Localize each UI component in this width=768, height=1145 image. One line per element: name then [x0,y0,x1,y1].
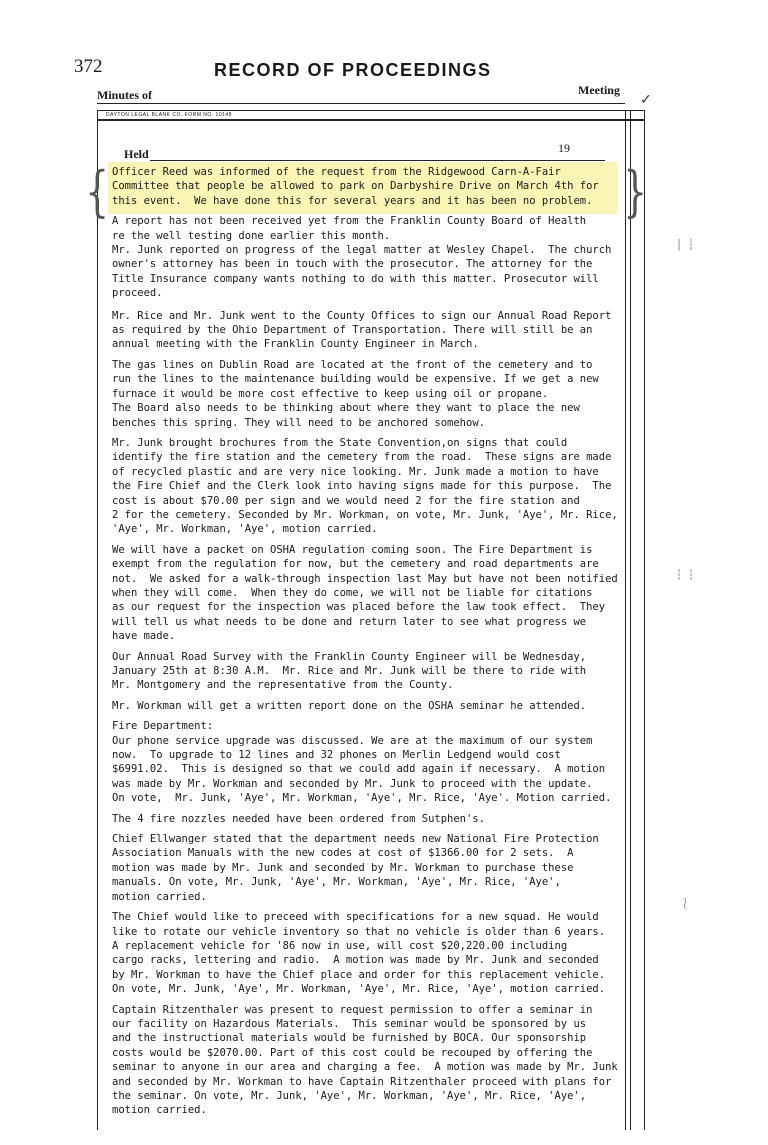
minutes-underline [97,103,625,104]
left-brace-mark: { [85,160,110,223]
scan-mark: │ ┆ [676,240,695,251]
paragraph-squad: The Chief would like to preceed with specifications for a new squad. He would like to rotate our vehicle inventory so that no vehicle is older than 6 years. A replacement vehicle for '86 now in use, will cost $20,220.00 including cargo racks, lettering and radio. A motion was made by Mr. Junk and seconded by Mr. Workman to have the Chief place and order for this replacement vehicle. On vote, Mr. Junk, 'Aye', Mr. Workman, 'Aye', Mr. Rice, 'Aye', motion carried. [112,911,606,996]
minutes-body [112,165,632,1124]
paragraph-nozzles: The 4 fire nozzles needed have been ordered from Sutphen's. [112,812,485,825]
paragraph-officer-reed: Officer Reed was informed of the request from the Ridgewood Carn-A-Fair Committee that people be allowed to park on Darbyshire Drive on March 4th for this event. We have done this for several years and it has been no problem. [112,166,599,207]
paragraph-manuals: Chief Ellwanger stated that the department needs new National Fire Protection Association Manuals with the new codes at cost of $1366.00 for 2 sets. A motion was made by Mr. Junk and seconded by Mr. Workman to purchase these manuals. On vote, Mr. Junk, 'Aye', Mr. Workman, 'Aye', Mr. Rice, 'Aye', motion carried. [112,833,599,903]
right-brace-mark: } [623,160,648,223]
year-label: 19 [558,141,570,155]
right-edge-rule [644,110,645,1130]
check-mark-icon: ✓ [640,92,652,108]
meeting-label: Meeting [578,83,620,97]
scan-mark: ┆ ┆ [676,570,695,581]
scan-mark: ⎱ [680,899,690,910]
minutes-of-label: Minutes of [97,88,152,102]
held-label: Held [124,147,149,161]
header-rule-top [97,110,645,111]
held-underline [150,160,605,161]
paragraph-gas-lines: The gas lines on Dublin Road are located at the front of the cemetery and to run the lines to the maintenance building would be expensive. If we get a new furnace it would be more cost effective to keep using oil or propane. The Board also needs to be thinking about where they want to place the new benches this spring. They will need to be anchored somehow. [112,358,599,429]
left-margin-rule [97,110,98,1130]
paragraph-phone-upgrade: Fire Department: Our phone service upgrade was discussed. We are at the maximum of our system now. To upgrade to 12 lines and 32 phones on Merlin Ledgend would cost $6991.02. This is designed so that we could add again if necessary. A motion was made by Mr. Workman and seconded by Mr. Junk to proceed with the update. On vote, Mr. Junk, 'Aye', Mr. Workman, 'Aye', Mr. Rice, 'Aye'. Motion carried. [112,720,612,805]
form-title: RECORD OF PROCEEDINGS [214,60,492,80]
paragraph-road-survey: Our Annual Road Survey with the Franklin County Engineer will be Wednesday, January 25th at 8:30 A.M. Mr. Rice and Mr. Junk will be there to ride with Mr. Montgomery and the representative from the County. [112,650,587,692]
header-rule-bottom [97,119,645,121]
paragraph-osha: We will have a packet on OSHA regulation coming soon. The Fire Department is exempt from the regulation for now, but the cemetery and road departments are not. We asked for a walk-through inspection last May but have not been notified when they will come. When they do come, we will not be liable for citations as our request for the inspection was placed before the law took effect. They will tell us what needs to be done and return later to see what progress we have made. [112,543,618,643]
paragraph-osha-report: Mr. Workman will get a written report done on the OSHA seminar he attended. [112,699,587,712]
paragraph-signs: Mr. Junk brought brochures from the State Convention,on signs that could identify the fire station and the cemetery from the road. These signs are made of recycled plastic and are very nice looking. Mr. Junk made a motion to have the Fire Chief and the Clerk look into having signs made for this purpose. The cost is about $70.00 per sign and we would need 2 for the fire station and 2 for the cemetery. Seconded by Mr. Workman, on vote, Mr. Junk, 'Aye', Mr. Rice, 'Aye', Mr. Workman, 'Aye', motion carried. [112,436,618,536]
paragraph-health-legal: A report has not been received yet from the Franklin County Board of Health re the well testing done earlier this month. Mr. Junk reported on progress of the legal matter at Wesley Chapel. The church owner's attorney has been in touch with the prosecutor. The attorney for the Title Insurance company wants nothing to do with this matter. Prosecutor will proceed. [112,215,612,300]
paragraph-road-report: Mr. Rice and Mr. Junk went to the County Offices to sign our Annual Road Report as required by the Ohio Department of Transportation. There will still be an annual meeting with the Franklin County Engineer in March. [112,309,612,351]
page-number: 372 [74,56,103,77]
paragraph-seminar: Captain Ritzenthaler was present to request permission to offer a seminar in our facility on Hazardous Materials. This seminar would be sponsored by us and the instructional materials would be furnished by BOCA. Our sponsorship costs would be $2070.00. Part of this cost could be recouped by offering the seminar to anyone in our area and charging a fee. A motion was made by Mr. Junk and seconded by Mr. Workman to have Captain Ritzenthaler proceed with plans for the seminar. On vote, Mr. Junk, 'Aye', Mr. Workman, 'Aye', Mr. Rice, 'Aye', motion carried. [112,1003,618,1117]
blank-co-imprint: DAYTON LEGAL BLANK CO. FORM NO. 10148 [106,112,232,118]
